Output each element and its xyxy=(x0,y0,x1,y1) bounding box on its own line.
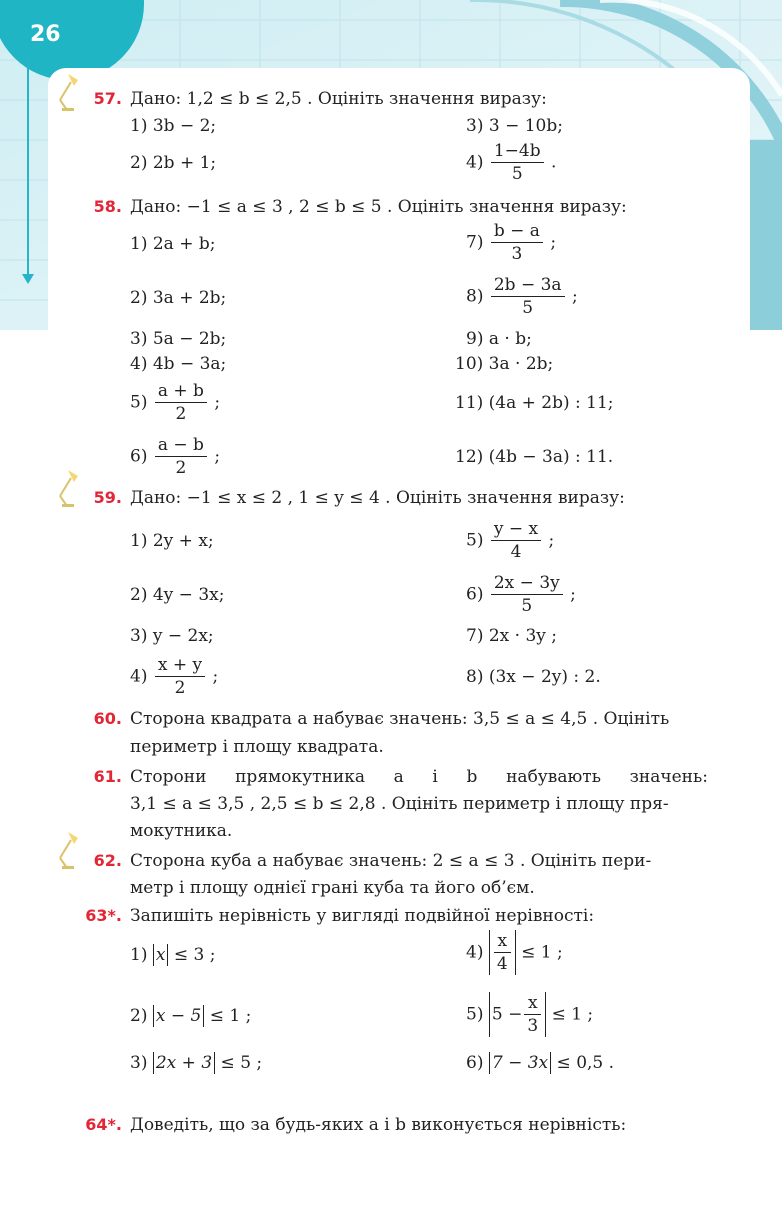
problem-61-line-2: 3,1 ≤ a ≤ 3,5 , 2,5 ≤ b ≤ 2,8 . Оцініть периметр і площу пря- xyxy=(130,794,669,814)
numerator: b − a xyxy=(491,220,543,243)
absolute-value xyxy=(153,944,169,966)
item-tail: ; xyxy=(214,392,221,413)
item-label: 6) xyxy=(130,446,148,467)
problem-58-item-1: 1) 2a + b; xyxy=(130,234,216,254)
arrow-down-icon xyxy=(22,274,34,284)
abs-lead: 5 − xyxy=(491,1004,523,1025)
item-tail: ≤ 0,5 . xyxy=(556,1053,615,1073)
problem-number-58: 58. xyxy=(93,197,122,216)
absolute-value xyxy=(153,1005,204,1027)
numerator: x xyxy=(494,930,511,953)
item-label: 6) xyxy=(466,1053,484,1073)
problem-60-line-1: Сторона квадрата a набуває значень: 3,5 ≤ a ≤ 4,5 . Оцініть xyxy=(130,709,670,729)
item-label: 2) xyxy=(130,1006,148,1026)
problem-57-item-3: 3) 3 − 10b; xyxy=(466,116,563,136)
problem-number-64: 64*. xyxy=(85,1115,122,1134)
item-label: 5) xyxy=(466,1004,484,1025)
problem-59-item-5 xyxy=(466,518,554,563)
fraction xyxy=(494,930,511,975)
item-tail: ; xyxy=(570,584,576,605)
fraction xyxy=(491,140,544,185)
fraction xyxy=(524,992,541,1037)
problem-62-line-1: Сторона куба a набуває значень: 2 ≤ a ≤ 3 . Оцініть пери- xyxy=(130,851,652,871)
abs-content: 7 − 3x xyxy=(491,1053,549,1073)
item-label: 6) xyxy=(466,584,484,605)
item-label: 3) xyxy=(130,1053,148,1073)
denominator: 3 xyxy=(511,244,523,264)
problem-63-item-6 xyxy=(466,1052,614,1074)
numerator: a + b xyxy=(155,380,207,403)
denominator: 5 xyxy=(522,298,534,318)
problem-59-item-7: 7) 2x · 3y ; xyxy=(466,626,558,646)
problem-59-statement: Дано: −1 ≤ x ≤ 2 , 1 ≤ y ≤ 4 . Оцініть значення виразу: xyxy=(130,488,625,508)
item-tail: ; xyxy=(212,666,219,687)
fraction xyxy=(155,654,205,699)
problem-63-item-1 xyxy=(130,944,215,966)
item-tail: ≤ 1 ; xyxy=(551,1004,594,1025)
problem-63-statement: Запишіть нерівність у вигляді подвійної нерівності: xyxy=(130,906,595,926)
absolute-value xyxy=(489,992,546,1037)
denominator: 2 xyxy=(175,404,187,424)
numerator: a − b xyxy=(155,434,207,457)
problem-64-statement: Доведіть, що за будь-яких a і b виконується нерівність: xyxy=(130,1115,627,1135)
absolute-value xyxy=(489,1052,551,1074)
problem-57-item-4 xyxy=(466,140,556,185)
item-tail: ≤ 3 ; xyxy=(173,945,216,965)
problem-57-item-1: 1) 3b − 2; xyxy=(130,116,217,136)
denominator: 5 xyxy=(511,164,523,184)
numerator: 2b − 3a xyxy=(491,274,565,297)
fraction xyxy=(155,380,207,425)
problem-number-63: 63*. xyxy=(85,906,122,925)
page-number: 26 xyxy=(30,22,61,47)
problem-57-item-2: 2) 2b + 1; xyxy=(130,153,217,173)
item-label: 4) xyxy=(130,666,148,687)
problem-58-item-9: 9) a · b; xyxy=(466,329,532,349)
item-label: 5) xyxy=(130,392,148,413)
problem-63-item-2 xyxy=(130,1005,251,1027)
problem-61-line-3: мокутника. xyxy=(130,821,233,841)
problem-63-item-4 xyxy=(466,930,563,975)
abs-content: x xyxy=(155,945,166,965)
problem-58-item-12: 12) (4b − 3a) : 11. xyxy=(455,447,614,467)
item-tail: ; xyxy=(571,286,578,307)
denominator: 4 xyxy=(510,542,522,562)
numerator: x xyxy=(524,992,541,1015)
problem-59-item-3: 3) y − 2x; xyxy=(130,626,214,646)
problem-58-item-8 xyxy=(466,274,578,319)
problem-59-item-8: 8) (3x − 2y) : 2. xyxy=(466,667,601,687)
problem-58-statement: Дано: −1 ≤ a ≤ 3 , 2 ≤ b ≤ 5 . Оцініть значення виразу: xyxy=(130,197,627,217)
problem-61-line-1: Сторони прямокутника a і b набувають значень: xyxy=(130,767,708,787)
problem-63-item-5 xyxy=(466,992,593,1037)
item-label: 8) xyxy=(466,286,484,307)
item-tail: ≤ 5 ; xyxy=(220,1053,263,1073)
numerator: x + y xyxy=(155,654,205,677)
item-tail: ; xyxy=(214,446,221,467)
numerator: 2x − 3y xyxy=(491,572,563,595)
abs-content: 2x + 3 xyxy=(155,1053,213,1073)
fraction xyxy=(491,572,563,617)
problem-59-item-2: 2) 4y − 3x; xyxy=(130,585,225,605)
problem-58-item-11: 11) (4a + 2b) : 11; xyxy=(455,393,614,413)
problem-62-line-2: метр і площу однієї грані куба та його об’єм. xyxy=(130,878,535,898)
problem-number-60: 60. xyxy=(93,709,122,728)
item-tail: ≤ 1 ; xyxy=(521,942,563,963)
problem-59-item-4 xyxy=(130,654,218,699)
item-tail: ; xyxy=(550,232,557,253)
item-label: 7) xyxy=(466,232,484,253)
fraction xyxy=(491,274,565,319)
item-tail: ; xyxy=(548,530,555,551)
problem-57-statement: Дано: 1,2 ≤ b ≤ 2,5 . Оцініть значення виразу: xyxy=(130,89,547,109)
item-tail: ≤ 1 ; xyxy=(209,1006,252,1026)
problem-59-item-6 xyxy=(466,572,576,617)
problem-58-item-10: 10) 3a · 2b; xyxy=(455,354,554,374)
problem-number-59: 59. xyxy=(93,488,122,507)
denominator: 5 xyxy=(521,596,533,616)
denominator: 4 xyxy=(496,954,508,974)
numerator: 1−4b xyxy=(491,140,544,163)
fraction xyxy=(491,220,543,265)
item-tail: . xyxy=(551,152,557,173)
problem-59-item-1: 1) 2y + x; xyxy=(130,531,214,551)
problem-63-item-3 xyxy=(130,1052,262,1074)
item-label: 4) xyxy=(466,942,484,963)
problem-number-57: 57. xyxy=(93,89,122,108)
problem-60-line-2: периметр і площу квадрата. xyxy=(130,737,384,757)
denominator: 2 xyxy=(175,458,187,478)
problem-58-item-6 xyxy=(130,434,220,479)
problem-58-item-2: 2) 3a + 2b; xyxy=(130,288,227,308)
absolute-value xyxy=(153,1052,215,1074)
denominator: 2 xyxy=(174,678,186,698)
problem-58-item-4: 4) 4b − 3a; xyxy=(130,354,227,374)
absolute-value xyxy=(489,930,516,975)
denominator: 3 xyxy=(527,1016,539,1036)
problem-58-item-3: 3) 5a − 2b; xyxy=(130,329,227,349)
fraction xyxy=(155,434,207,479)
numerator: y − x xyxy=(491,518,541,541)
problem-58-item-5 xyxy=(130,380,220,425)
item-label: 4) xyxy=(466,152,484,173)
side-line xyxy=(27,60,29,278)
problem-number-61: 61. xyxy=(93,767,122,786)
item-label: 1) xyxy=(130,945,148,965)
fraction xyxy=(491,518,541,563)
problem-58-item-7 xyxy=(466,220,556,265)
item-label: 5) xyxy=(466,530,484,551)
abs-content: x − 5 xyxy=(155,1006,202,1026)
problem-number-62: 62. xyxy=(93,851,122,870)
